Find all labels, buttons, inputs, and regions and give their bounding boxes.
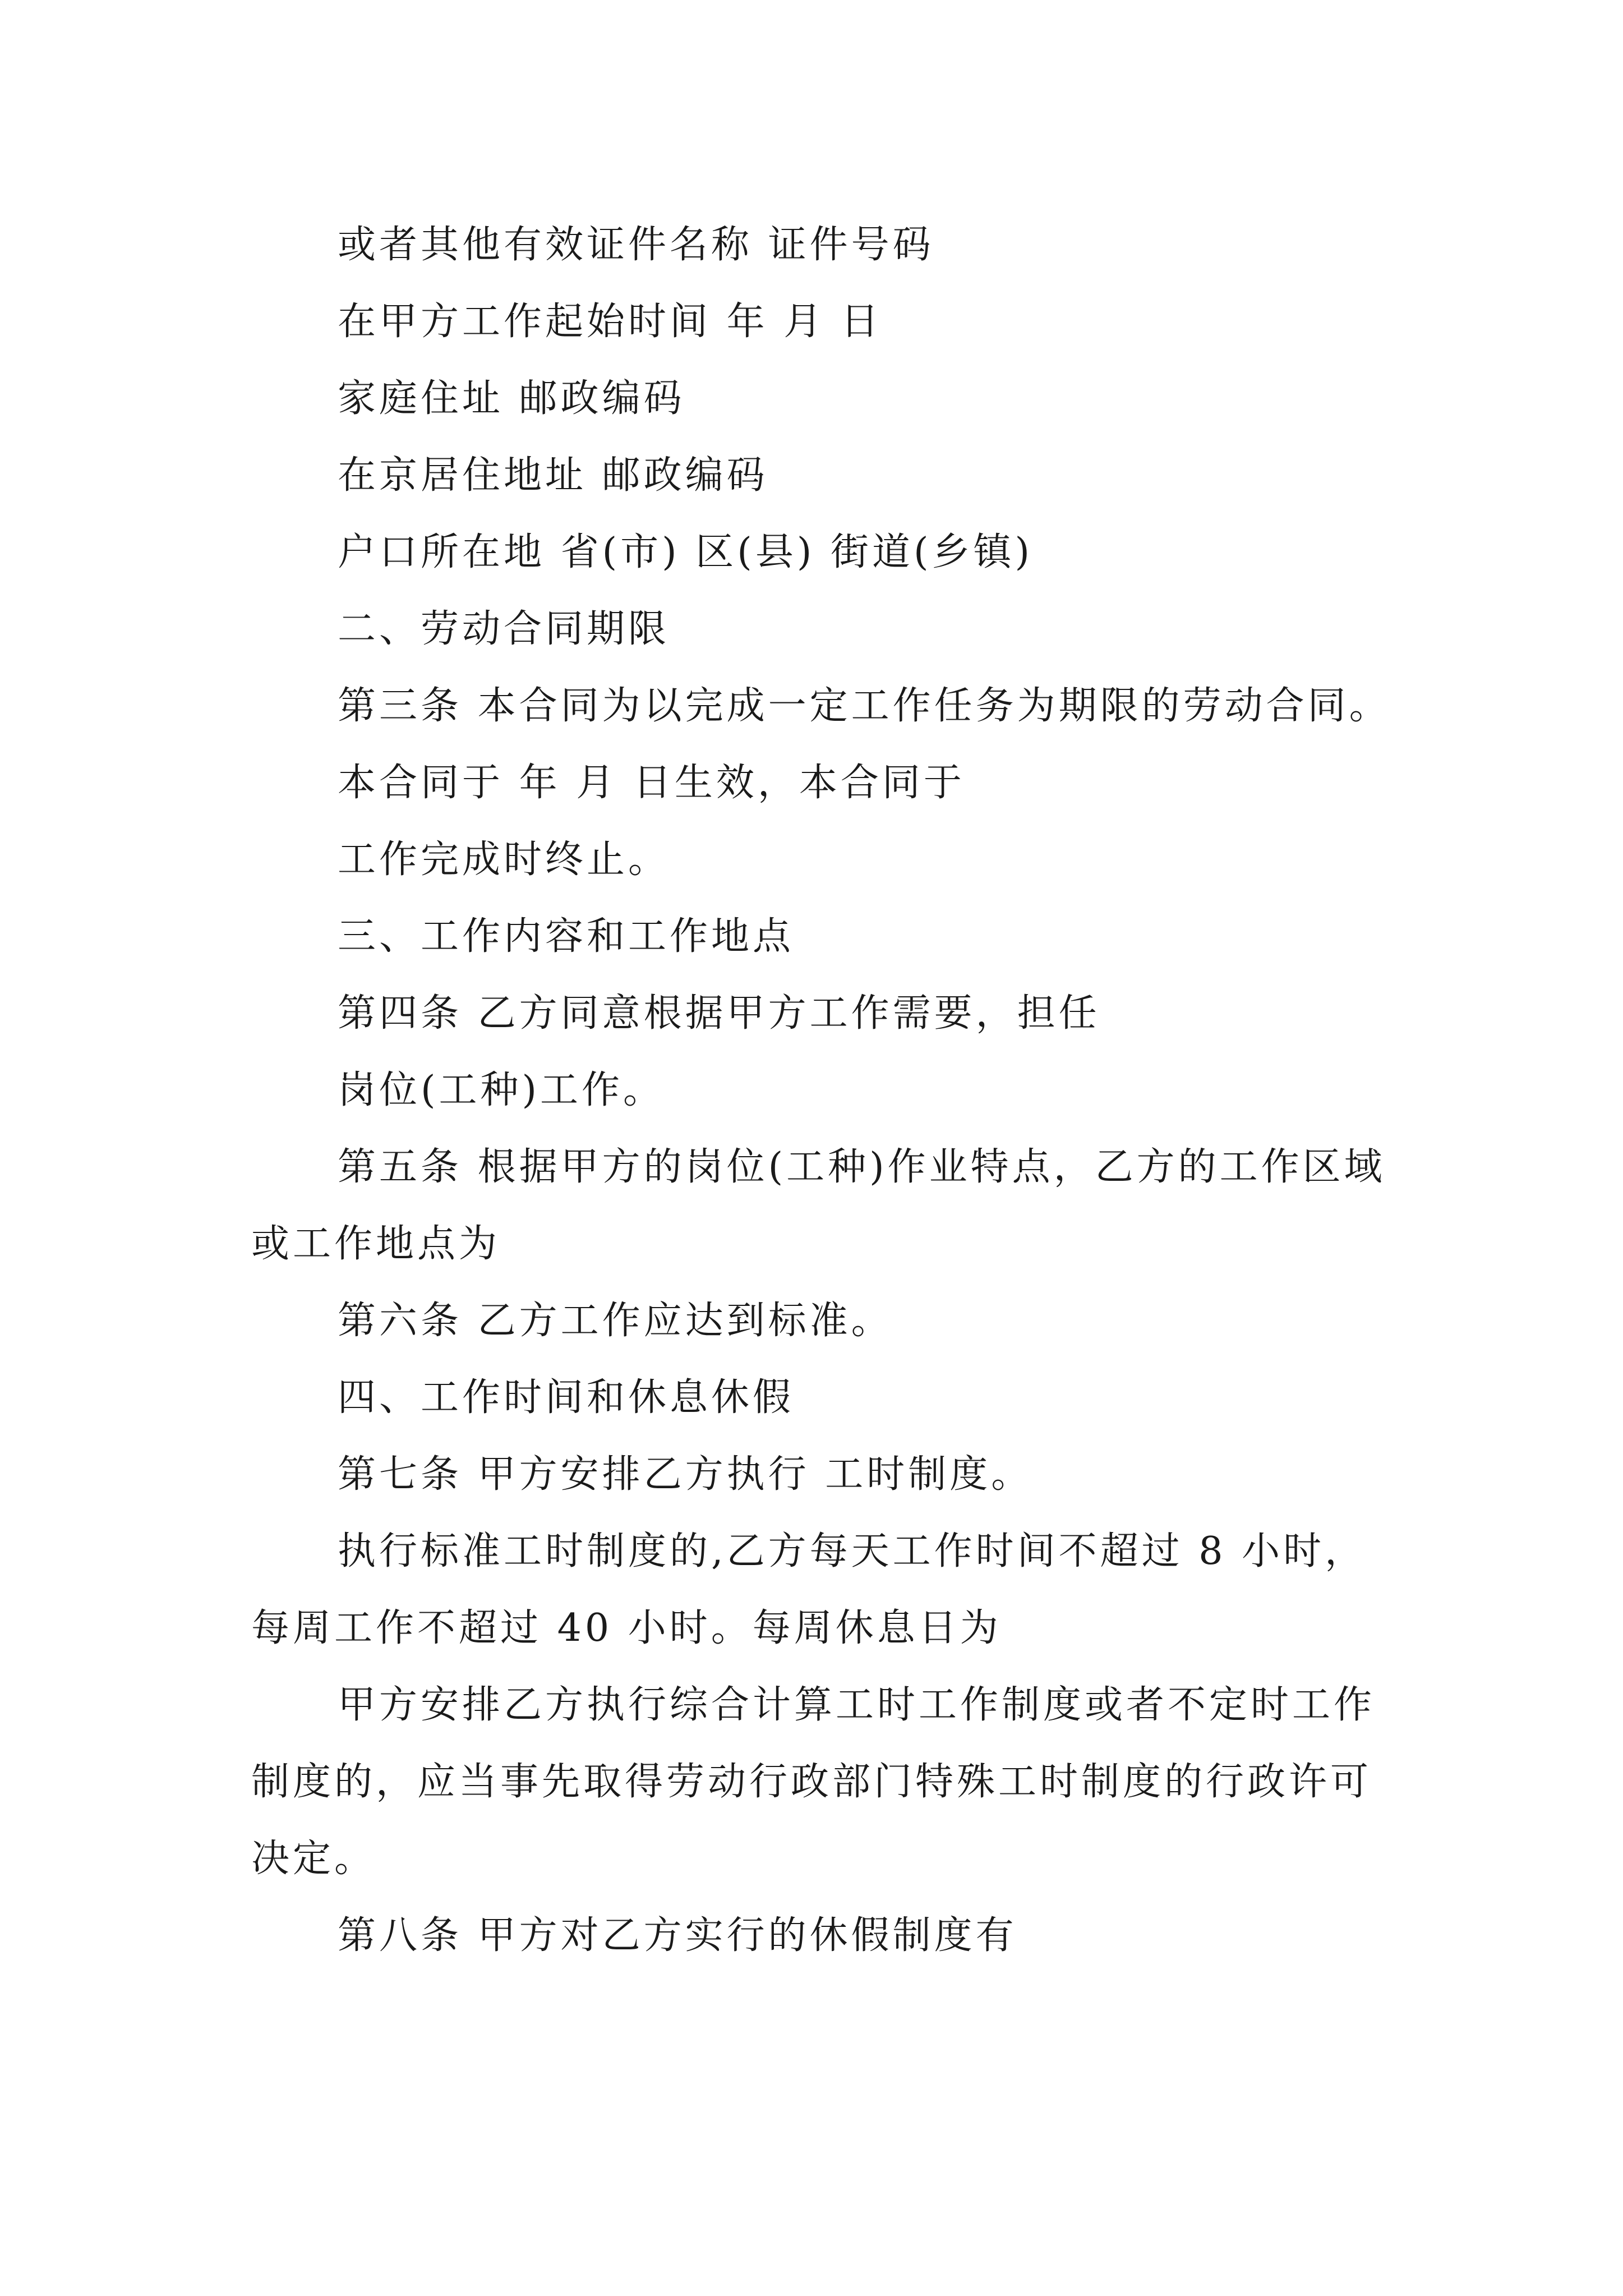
paragraph-id-info: 或者其他有效证件名称 证件号码 <box>338 223 934 267</box>
paragraph-hukou: 户口所在地 省(市) 区(县) 街道(乡镇) <box>338 530 1034 574</box>
paragraph-article-7: 第七条 甲方安排乙方执行 工时制度。 <box>338 1452 1033 1497</box>
paragraph-effective-date: 本合同于 年 月 日生效，本合同于 <box>338 761 965 805</box>
paragraph-article-5: 第五条 根据甲方的岗位(工种)作业特点，乙方的工作区域或工作地点为 <box>251 1145 1386 1266</box>
section-heading-work-content: 三、工作内容和工作地点 <box>338 914 795 959</box>
paragraph-article-4: 第四条 乙方同意根据甲方工作需要，担任 <box>338 991 1100 1036</box>
section-heading-contract-term: 二、劳动合同期限 <box>338 607 670 651</box>
paragraph-flexible-hours: 甲方安排乙方执行综合计算工时工作制度或者不定时工作制度的，应当事先取得劳动行政部门特殊工时制度的行政许可决定。 <box>251 1683 1376 1881</box>
paragraph-home-address: 家庭住址 邮政编码 <box>338 376 685 421</box>
paragraph-article-6: 第六条 乙方工作应达到标准。 <box>338 1299 893 1343</box>
paragraph-article-8: 第八条 甲方对乙方实行的休假制度有 <box>338 1913 1017 1958</box>
paragraph-position: 岗位(工种)工作。 <box>338 1068 665 1112</box>
paragraph-standard-hours: 执行标准工时制度的,乙方每天工作时间不超过 8 小时，每周工作不超过 40 小时。每周休息日为 <box>251 1529 1367 1650</box>
document-body <box>251 206 1395 1974</box>
section-heading-work-hours: 四、工作时间和休息休假 <box>338 1375 795 1420</box>
paragraph-beijing-address: 在京居住地址 邮政编码 <box>338 453 768 498</box>
paragraph-article-3: 第三条 本合同为以完成一定工作任务为期限的劳动合同。 <box>338 684 1391 728</box>
paragraph-termination: 工作完成时终止。 <box>338 838 670 882</box>
paragraph-start-date: 在甲方工作起始时间 年 月 日 <box>338 300 882 344</box>
